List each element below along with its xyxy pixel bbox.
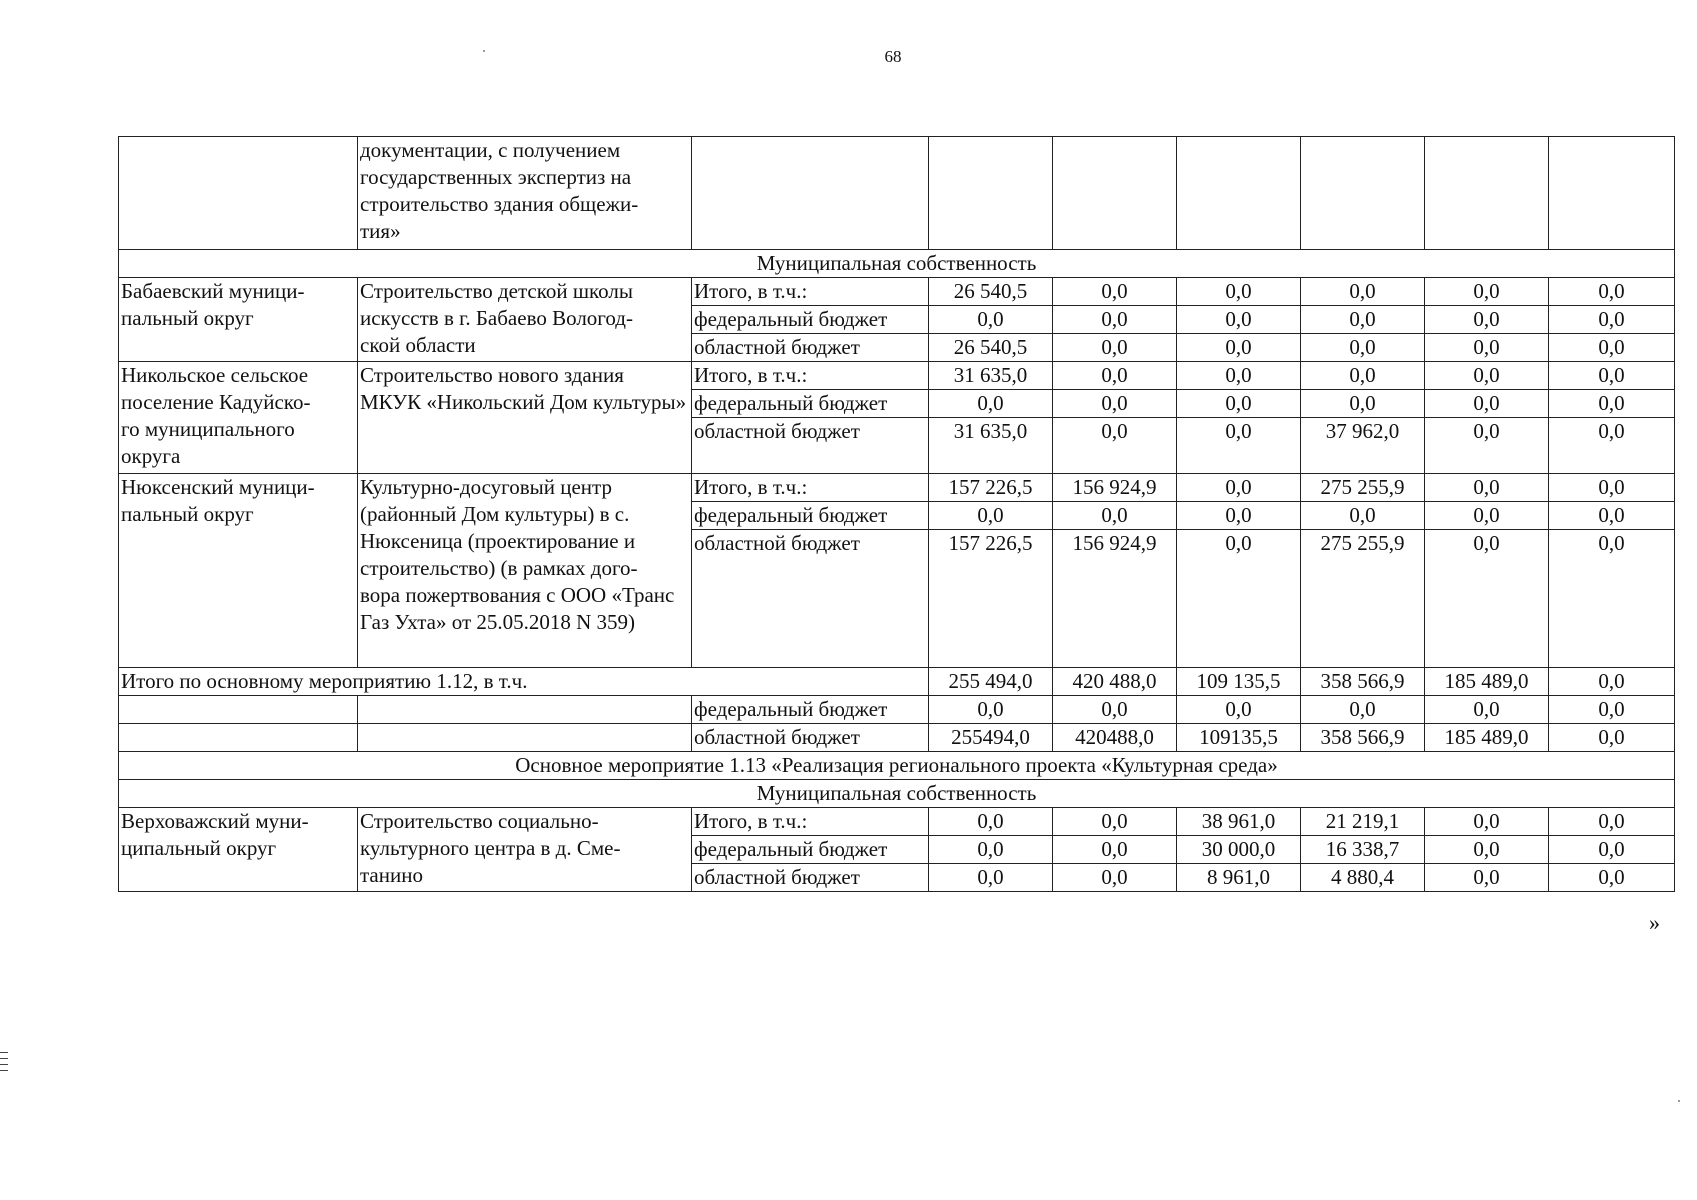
value-cell: 31 635,0 [929, 362, 1053, 390]
value-cell: 0,0 [929, 306, 1053, 334]
table-row [119, 474, 1675, 502]
value-cell: 0,0 [1301, 502, 1425, 530]
empty-cell [119, 724, 358, 752]
value-cell [1053, 137, 1177, 250]
value-cell: 0,0 [1549, 474, 1675, 502]
budget-type-cell: Итого, в т.ч.: [692, 808, 929, 836]
value-cell: 255 494,0 [929, 668, 1053, 696]
budget-type-cell: областной бюджет [692, 724, 929, 752]
value-cell: 0,0 [1301, 696, 1425, 724]
budget-type-cell: Итого, в т.ч.: [692, 474, 929, 502]
value-cell: 21 219,1 [1301, 808, 1425, 836]
value-cell: 26 540,5 [929, 278, 1053, 306]
value-cell: 0,0 [1549, 864, 1675, 892]
value-cell: 37 962,0 [1301, 418, 1425, 474]
budget-type-cell: федеральный бюджет [692, 306, 929, 334]
budget-type-cell: областной бюджет [692, 864, 929, 892]
municipality-cell: Нюксенский муници- пальный округ [119, 474, 358, 668]
municipality-cell: Бабаевский муници- пальный округ [119, 278, 358, 362]
table-row [119, 278, 1675, 306]
value-cell: 0,0 [1053, 864, 1177, 892]
municipality-cell [119, 137, 358, 250]
value-cell: 420 488,0 [1053, 668, 1177, 696]
value-cell: 16 338,7 [1301, 836, 1425, 864]
value-cell: 0,0 [1053, 502, 1177, 530]
value-cell: 0,0 [1425, 278, 1549, 306]
section-heading: Основное мероприятие 1.13 «Реализация регионального проекта «Культурная среда» [119, 752, 1675, 780]
total-row [119, 724, 1675, 752]
value-cell: 26 540,5 [929, 334, 1053, 362]
budget-type-cell: областной бюджет [692, 334, 929, 362]
value-cell: 0,0 [1425, 836, 1549, 864]
value-cell: 109135,5 [1177, 724, 1301, 752]
value-cell: 0,0 [929, 808, 1053, 836]
budget-type-cell: федеральный бюджет [692, 502, 929, 530]
value-cell [1425, 137, 1549, 250]
value-cell: 109 135,5 [1177, 668, 1301, 696]
value-cell: 0,0 [1549, 278, 1675, 306]
value-cell: 0,0 [1053, 696, 1177, 724]
closing-quote-mark: » [1649, 910, 1660, 935]
value-cell: 0,0 [1177, 362, 1301, 390]
budget-type-cell: Итого, в т.ч.: [692, 278, 929, 306]
municipality-cell: Никольское сельское поселение Кадуйско- го муниципального округа [119, 362, 358, 474]
value-cell: 0,0 [929, 696, 1053, 724]
value-cell: 0,0 [1425, 864, 1549, 892]
value-cell: 420488,0 [1053, 724, 1177, 752]
value-cell: 0,0 [929, 836, 1053, 864]
value-cell: 275 255,9 [1301, 530, 1425, 668]
value-cell [1301, 137, 1425, 250]
budget-type-cell: федеральный бюджет [692, 696, 929, 724]
value-cell: 0,0 [1301, 334, 1425, 362]
value-cell: 0,0 [1549, 418, 1675, 474]
value-cell: 255494,0 [929, 724, 1053, 752]
table-row [119, 808, 1675, 836]
continuation-row [119, 137, 1675, 250]
scan-speck [483, 50, 485, 52]
value-cell: 0,0 [929, 864, 1053, 892]
value-cell: 0,0 [1549, 390, 1675, 418]
value-cell: 8 961,0 [1177, 864, 1301, 892]
value-cell: 0,0 [1549, 724, 1675, 752]
value-cell: 0,0 [1301, 390, 1425, 418]
value-cell: 358 566,9 [1301, 668, 1425, 696]
value-cell: 38 961,0 [1177, 808, 1301, 836]
value-cell: 0,0 [1425, 474, 1549, 502]
value-cell: 0,0 [1425, 334, 1549, 362]
value-cell [1549, 137, 1675, 250]
binding-edge-marks [0, 1052, 8, 1076]
project-cell: Строительство социально- культурного центра в д. Сме- танино [358, 808, 692, 892]
value-cell: 0,0 [1549, 668, 1675, 696]
scan-speck [1678, 1100, 1680, 1102]
empty-cell [358, 724, 692, 752]
section-row [119, 752, 1675, 780]
value-cell: 0,0 [1053, 362, 1177, 390]
value-cell: 0,0 [1177, 418, 1301, 474]
value-cell: 0,0 [1425, 696, 1549, 724]
value-cell: 0,0 [1425, 362, 1549, 390]
value-cell: 0,0 [1425, 808, 1549, 836]
total-label: Итого по основному мероприятию 1.12, в т.ч. [119, 668, 929, 696]
project-cell: Строительство нового здания МКУК «Никольский Дом культуры» [358, 362, 692, 474]
section-row [119, 250, 1675, 278]
value-cell [1177, 137, 1301, 250]
value-cell: 156 924,9 [1053, 474, 1177, 502]
value-cell: 0,0 [1425, 530, 1549, 668]
empty-cell [358, 696, 692, 724]
value-cell: 0,0 [1053, 306, 1177, 334]
value-cell: 0,0 [1053, 836, 1177, 864]
value-cell: 0,0 [1177, 474, 1301, 502]
value-cell: 0,0 [1549, 696, 1675, 724]
value-cell: 0,0 [1549, 334, 1675, 362]
value-cell: 0,0 [929, 390, 1053, 418]
value-cell: 0,0 [1177, 306, 1301, 334]
value-cell: 358 566,9 [1301, 724, 1425, 752]
total-row [119, 668, 1675, 696]
budget-type-cell: федеральный бюджет [692, 390, 929, 418]
section-row [119, 780, 1675, 808]
value-cell: 185 489,0 [1425, 668, 1549, 696]
budget-type-cell: федеральный бюджет [692, 836, 929, 864]
value-cell: 0,0 [1177, 696, 1301, 724]
value-cell: 156 924,9 [1053, 530, 1177, 668]
budget-type-cell: областной бюджет [692, 530, 929, 668]
budget-type-cell: Итого, в т.ч.: [692, 362, 929, 390]
value-cell: 0,0 [1549, 362, 1675, 390]
section-heading: Муниципальная собственность [119, 250, 1675, 278]
value-cell: 0,0 [1301, 306, 1425, 334]
value-cell: 31 635,0 [929, 418, 1053, 474]
value-cell: 0,0 [1053, 418, 1177, 474]
table-row [119, 362, 1675, 390]
value-cell: 0,0 [1177, 390, 1301, 418]
value-cell: 0,0 [1425, 390, 1549, 418]
value-cell: 0,0 [1177, 334, 1301, 362]
value-cell: 0,0 [1425, 418, 1549, 474]
activity-cell: документации, с получением государственных экспертиз на строительство здания общежи- тия» [358, 137, 692, 250]
budget-type-cell: областной бюджет [692, 418, 929, 474]
value-cell: 0,0 [1301, 278, 1425, 306]
empty-cell [119, 696, 358, 724]
value-cell: 0,0 [1053, 278, 1177, 306]
value-cell: 4 880,4 [1301, 864, 1425, 892]
value-cell: 0,0 [1053, 390, 1177, 418]
value-cell: 0,0 [1053, 334, 1177, 362]
project-cell: Культурно-досуговый центр (районный Дом культуры) в с. Нюксеница (проектирование и строительство) (в рамках дого- вора пожертвования с ООО «Транс Газ Ухта» от 25.05.2018 N 359) [358, 474, 692, 668]
value-cell: 0,0 [929, 502, 1053, 530]
page-number: 68 [884, 47, 902, 66]
project-cell: Строительство детской школы искусств в г. Бабаево Вологод- ской области [358, 278, 692, 362]
total-row [119, 696, 1675, 724]
value-cell [929, 137, 1053, 250]
value-cell: 0,0 [1177, 530, 1301, 668]
value-cell: 0,0 [1425, 502, 1549, 530]
value-cell: 0,0 [1549, 808, 1675, 836]
value-cell: 0,0 [1177, 278, 1301, 306]
value-cell: 0,0 [1549, 502, 1675, 530]
value-cell: 157 226,5 [929, 530, 1053, 668]
section-heading: Муниципальная собственность [119, 780, 1675, 808]
value-cell: 0,0 [1177, 502, 1301, 530]
value-cell: 0,0 [1549, 530, 1675, 668]
value-cell: 185 489,0 [1425, 724, 1549, 752]
budget-table [118, 136, 1675, 892]
budget-type-cell [692, 137, 929, 250]
municipality-cell: Верховажский муни- ципальный округ [119, 808, 358, 892]
value-cell: 0,0 [1425, 306, 1549, 334]
value-cell: 157 226,5 [929, 474, 1053, 502]
value-cell: 0,0 [1549, 306, 1675, 334]
value-cell: 275 255,9 [1301, 474, 1425, 502]
value-cell: 0,0 [1053, 808, 1177, 836]
value-cell: 0,0 [1301, 362, 1425, 390]
value-cell: 30 000,0 [1177, 836, 1301, 864]
value-cell: 0,0 [1549, 836, 1675, 864]
